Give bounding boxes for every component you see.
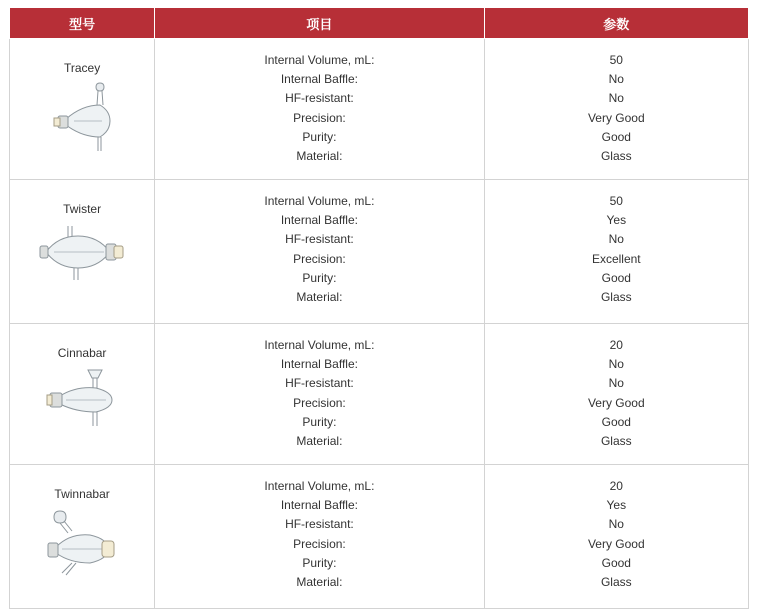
value-purity: Good [601, 555, 631, 570]
value-material: Glass [600, 574, 632, 589]
model-cell [10, 324, 155, 465]
label-volume: Internal Volume, mL: [264, 479, 375, 493]
table-row [10, 39, 749, 180]
value-material: Glass [600, 148, 632, 163]
label-volume: Internal Volume, mL: [264, 338, 375, 352]
spray-chamber-image [38, 222, 126, 284]
label-baffle: Internal Baffle: [280, 357, 358, 372]
table-row [10, 324, 749, 465]
label-baffle: Internal Baffle: [280, 498, 358, 513]
spray-chamber-table [9, 7, 749, 609]
spray-chamber-image [46, 507, 118, 577]
labels-cell [155, 39, 484, 180]
table-row [10, 180, 749, 324]
values-cell [484, 465, 748, 609]
model-name: Twinnabar [54, 487, 110, 501]
label-precision: Precision: [293, 251, 346, 266]
value-volume: 50 [609, 194, 623, 208]
model-name: Tracey [63, 61, 101, 75]
label-baffle: Internal Baffle: [280, 213, 358, 228]
value-baffle: No [608, 72, 624, 87]
label-purity: Purity: [302, 414, 337, 429]
label-hf: HF-resistant: [285, 232, 354, 247]
spray-chamber-image [46, 366, 118, 430]
model-cell [10, 465, 155, 609]
model-cell [10, 39, 155, 180]
value-precision: Very Good [587, 536, 645, 551]
values-cell [484, 180, 748, 324]
spray-chamber-image [52, 81, 112, 155]
value-purity: Good [601, 270, 631, 285]
value-volume: 50 [609, 53, 623, 67]
label-purity: Purity: [302, 129, 337, 144]
value-material: Glass [600, 289, 632, 304]
table-header-row [10, 8, 749, 39]
header-item: 项目 [155, 8, 484, 39]
value-volume: 20 [609, 338, 623, 352]
label-purity: Purity: [302, 270, 337, 285]
spray-chamber-table-wrap [9, 7, 749, 609]
value-hf: No [608, 376, 624, 391]
values-cell [484, 324, 748, 465]
label-precision: Precision: [293, 395, 346, 410]
value-precision: Very Good [587, 110, 645, 125]
label-material: Material: [296, 574, 343, 589]
value-purity: Good [601, 414, 631, 429]
value-precision: Excellent [591, 251, 641, 266]
label-baffle: Internal Baffle: [280, 72, 358, 87]
value-precision: Very Good [587, 395, 645, 410]
value-purity: Good [601, 129, 631, 144]
model-name: Twister [63, 202, 102, 216]
value-baffle: Yes [606, 213, 627, 228]
labels-cell [155, 465, 484, 609]
label-purity: Purity: [302, 555, 337, 570]
label-hf: HF-resistant: [285, 91, 354, 106]
values-cell [484, 39, 748, 180]
value-hf: No [608, 517, 624, 532]
value-baffle: Yes [606, 498, 627, 513]
table-row [10, 465, 749, 609]
label-volume: Internal Volume, mL: [264, 194, 375, 208]
labels-cell [155, 324, 484, 465]
value-material: Glass [600, 433, 632, 448]
label-precision: Precision: [293, 110, 346, 125]
value-hf: No [608, 91, 624, 106]
label-material: Material: [296, 289, 343, 304]
label-hf: HF-resistant: [285, 376, 354, 391]
header-model: 型号 [10, 8, 155, 39]
labels-cell [155, 180, 484, 324]
label-volume: Internal Volume, mL: [264, 53, 375, 67]
label-precision: Precision: [293, 536, 346, 551]
value-baffle: No [608, 357, 624, 372]
header-params: 参数 [484, 8, 748, 39]
model-cell [10, 180, 155, 324]
label-material: Material: [296, 148, 343, 163]
label-material: Material: [296, 433, 343, 448]
value-volume: 20 [609, 479, 623, 493]
value-hf: No [608, 232, 624, 247]
model-name: Cinnabar [57, 346, 107, 360]
label-hf: HF-resistant: [285, 517, 354, 532]
